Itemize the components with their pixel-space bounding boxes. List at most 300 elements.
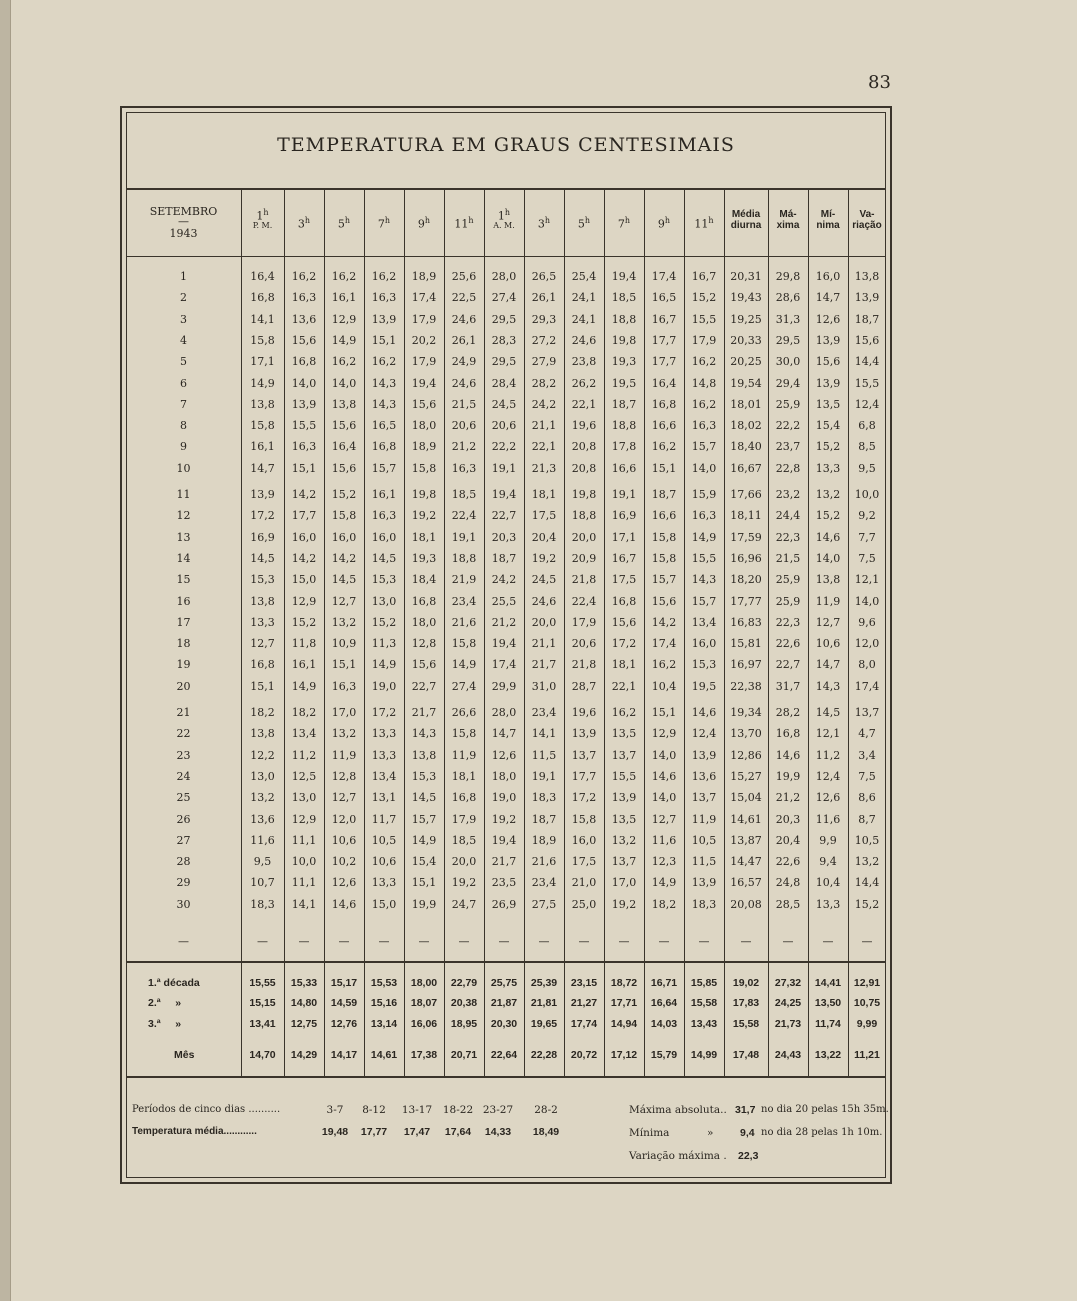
day-label: 5 <box>180 355 187 369</box>
table-cell: 19,2 <box>491 812 517 826</box>
table-cell: 16,3 <box>291 440 317 454</box>
day-label: 7 <box>180 397 187 411</box>
day-label: 29 <box>176 876 191 890</box>
table-cell: 14,9 <box>250 376 275 390</box>
table-cell: 20,2 <box>411 333 437 347</box>
decade-cell: 14,59 <box>330 997 358 1009</box>
table-cell: 23,4 <box>531 876 557 890</box>
table-cell: 21,6 <box>531 855 557 869</box>
dash-cell: — <box>740 935 752 948</box>
table-cell: 14,7 <box>491 727 517 741</box>
table-cell: 15,3 <box>371 573 397 587</box>
table-cell: 8,5 <box>858 440 876 454</box>
decade-cell: 25,39 <box>530 977 558 989</box>
table-cell: 19,2 <box>451 876 477 890</box>
table-cell: 16,7 <box>691 270 717 283</box>
table-cell: 15,5 <box>291 419 317 433</box>
table-cell: 24,5 <box>531 573 557 587</box>
dash-cell: — <box>378 935 390 948</box>
table-cell: 20,9 <box>571 551 597 565</box>
day-label: 2 <box>180 291 187 305</box>
decade-cell: 16,71 <box>650 977 678 989</box>
table-cell: 13,4 <box>291 727 317 741</box>
table-cell: 17,9 <box>411 312 437 326</box>
table-cell: 22,6 <box>775 855 801 869</box>
table-cell: 13,3 <box>371 876 397 890</box>
table-cell: 14,9 <box>411 833 437 847</box>
table-cell: 18,0 <box>491 769 517 783</box>
stat-header-line2: riação <box>852 220 882 231</box>
table-cell: 20,08 <box>730 897 762 911</box>
header-bottom-rule <box>126 256 886 257</box>
table-cell: 16,1 <box>250 440 275 454</box>
table-cell: 14,9 <box>691 530 717 544</box>
table-cell: 14,0 <box>331 376 357 390</box>
table-cell: 14,3 <box>371 376 397 390</box>
table-cell: 13,3 <box>371 748 397 762</box>
table-cell: 16,2 <box>371 355 397 369</box>
table-cell: 14,47 <box>730 855 762 869</box>
table-cell: 28,2 <box>775 706 801 719</box>
table-cell: 11,1 <box>291 876 317 890</box>
table-cell: 22,1 <box>611 679 637 693</box>
table-cell: 30,0 <box>775 355 801 369</box>
table-cell: 18,7 <box>611 397 637 411</box>
day-label: 18 <box>176 637 191 651</box>
table-cell: 15,5 <box>691 312 717 326</box>
table-cell: 19,4 <box>611 270 637 283</box>
table-cell: 14,7 <box>815 291 841 305</box>
book-binding <box>0 0 11 1301</box>
table-cell: 26,6 <box>451 706 477 719</box>
table-cell: 18,1 <box>411 530 437 544</box>
table-cell: 14,9 <box>331 333 357 347</box>
month-cell: 17,38 <box>410 1049 438 1061</box>
table-cell: 15,5 <box>691 551 717 565</box>
table-cell: 11,2 <box>815 748 841 762</box>
table-cell: 24,4 <box>775 509 801 523</box>
table-cell: 19,1 <box>531 769 557 783</box>
dash-cell: — <box>782 935 794 948</box>
table-cell: 9,4 <box>819 855 837 869</box>
table-cell: 17,2 <box>371 706 397 719</box>
table-cell: 18,9 <box>531 833 557 847</box>
decade-cell: 15,53 <box>370 977 398 989</box>
dash-cell: — <box>698 935 710 948</box>
table-cell: 15,2 <box>331 488 357 501</box>
page-number: 83 <box>868 72 891 93</box>
table-cell: 15,8 <box>331 509 357 523</box>
table-cell: 15,0 <box>371 897 397 911</box>
decade-cell: 10,75 <box>853 997 881 1009</box>
table-cell: 16,2 <box>691 397 717 411</box>
table-cell: 18,20 <box>730 573 762 587</box>
table-cell: 14,0 <box>691 461 717 475</box>
table-cell: 11,6 <box>651 833 677 847</box>
table-cell: 14,1 <box>531 727 557 741</box>
table-cell: 10,6 <box>371 855 397 869</box>
stat-header-line2: diurna <box>730 220 762 231</box>
table-cell: 13,8 <box>331 397 357 411</box>
table-cell: 17,5 <box>531 509 557 523</box>
table-cell: 4,7 <box>858 727 876 741</box>
table-cell: 14,5 <box>815 706 841 719</box>
dash-cell: — <box>458 935 470 948</box>
hour-number: 7 <box>617 217 625 231</box>
table-cell: 19,0 <box>491 791 517 805</box>
table-cell: 12,6 <box>331 876 357 890</box>
table-cell: 22,3 <box>775 530 801 544</box>
table-cell: 12,0 <box>854 637 880 651</box>
decade-cell: 14,03 <box>650 1018 678 1030</box>
decade-label: 3.ª » <box>148 1018 182 1030</box>
table-cell: 9,5 <box>858 461 876 475</box>
table-cell: 12,0 <box>331 812 357 826</box>
table-cell: 15,8 <box>651 551 677 565</box>
table-cell: 15,5 <box>611 769 637 783</box>
hour-header <box>364 215 404 230</box>
table-cell: 18,9 <box>411 270 437 283</box>
table-cell: 24,7 <box>451 897 477 911</box>
min-text: no dia 28 pelas 1h 10m. <box>761 1127 883 1138</box>
table-cell: 18,5 <box>451 488 477 501</box>
table-cell: 8,6 <box>858 791 876 805</box>
table-cell: 15,2 <box>371 615 397 629</box>
table-cell: 22,7 <box>775 658 801 672</box>
table-cell: 11,8 <box>291 637 317 651</box>
table-cell: 9,9 <box>819 833 837 847</box>
table-cell: 12,86 <box>730 748 762 762</box>
period-range: 18-22 <box>442 1104 474 1116</box>
table-cell: 31,0 <box>531 679 557 693</box>
table-cell: 15,1 <box>291 461 317 475</box>
table-cell: 14,0 <box>291 376 317 390</box>
table-cell: 13,5 <box>611 727 637 741</box>
table-cell: 13,6 <box>291 312 317 326</box>
table-cell: 16,4 <box>331 440 357 454</box>
hour-header <box>324 215 364 230</box>
table-cell: 11,6 <box>250 833 275 847</box>
day-label: 21 <box>176 706 191 719</box>
stat-header-line1: Má- <box>779 209 797 220</box>
table-cell: 17,0 <box>331 706 357 719</box>
month-cell: 17,12 <box>610 1049 638 1061</box>
table-cell: 26,2 <box>571 376 597 390</box>
hour-mark: h <box>468 216 474 225</box>
table-cell: 24,8 <box>775 876 801 890</box>
dash-cell: — <box>578 935 590 948</box>
table-cell: 20,6 <box>451 419 477 433</box>
table-cell: 16,2 <box>371 270 397 283</box>
table-cell: 18,8 <box>611 419 637 433</box>
table-cell: 15,8 <box>451 637 477 651</box>
table-cell: 18,7 <box>531 812 557 826</box>
day-label: 11 <box>176 488 191 501</box>
table-cell: 19,4 <box>491 637 517 651</box>
table-cell: 13,7 <box>854 706 880 719</box>
period-range: 13-17 <box>401 1104 433 1116</box>
table-cell: 19,5 <box>691 679 717 693</box>
day-label: 12 <box>176 509 191 523</box>
dash-cell: — <box>338 935 350 948</box>
table-cell: 18,3 <box>250 897 275 911</box>
table-cell: 17,4 <box>651 637 677 651</box>
day-label: 14 <box>176 551 191 565</box>
month-cell: 15,79 <box>650 1049 678 1061</box>
table-cell: 21,9 <box>451 573 477 587</box>
dash-cell: — <box>822 935 834 948</box>
table-cell: 14,0 <box>854 594 880 608</box>
table-cell: 13,7 <box>611 855 637 869</box>
table-cell: 16,0 <box>815 270 841 283</box>
day-label: 27 <box>176 833 191 847</box>
table-cell: 18,7 <box>491 551 517 565</box>
table-cell: 20,0 <box>451 855 477 869</box>
table-cell: 12,5 <box>291 769 317 783</box>
table-cell: 15,6 <box>411 658 437 672</box>
period-mean: 17,47 <box>403 1126 431 1138</box>
decade-cell: 15,17 <box>330 977 358 989</box>
table-cell: 12,9 <box>651 727 677 741</box>
table-cell: 16,1 <box>291 658 317 672</box>
table-cell: 19,3 <box>611 355 637 369</box>
table-cell: 15,04 <box>730 791 762 805</box>
table-cell: 14,0 <box>815 551 841 565</box>
table-cell: 12,7 <box>651 812 677 826</box>
hour-number: 7 <box>377 217 385 231</box>
day-label: 13 <box>176 530 191 544</box>
table-cell: 14,9 <box>651 876 677 890</box>
table-cell: 19,2 <box>531 551 557 565</box>
table-cell: 13,7 <box>571 748 597 762</box>
table-cell: 12,1 <box>815 727 841 741</box>
table-cell: 16,2 <box>331 355 357 369</box>
hour-number: 11 <box>694 217 709 231</box>
table-cell: 11,9 <box>691 812 717 826</box>
decade-cell: 15,33 <box>290 977 318 989</box>
table-cell: 21,5 <box>775 551 801 565</box>
period-mean: 17,77 <box>360 1126 388 1138</box>
table-cell: 19,4 <box>491 833 517 847</box>
table-cell: 13,1 <box>371 791 397 805</box>
decade-cell: 13,50 <box>814 997 842 1009</box>
table-cell: 16,8 <box>371 440 397 454</box>
day-label: 17 <box>176 615 191 629</box>
table-cell: 16,0 <box>571 833 597 847</box>
table-cell: 15,8 <box>451 727 477 741</box>
table-cell: 15,1 <box>651 706 677 719</box>
table-cell: 17,5 <box>571 855 597 869</box>
table-cell: 17,8 <box>611 440 637 454</box>
table-cell: 19,0 <box>371 679 397 693</box>
table-cell: 13,2 <box>611 833 637 847</box>
table-cell: 22,8 <box>775 461 801 475</box>
max-value: 31,7 <box>735 1104 756 1116</box>
min-ditto: » <box>707 1127 714 1139</box>
table-cell: 17,9 <box>571 615 597 629</box>
table-cell: 10,4 <box>815 876 841 890</box>
table-cell: 31,3 <box>775 312 801 326</box>
table-cell: 15,3 <box>250 573 275 587</box>
table-cell: 16,1 <box>371 488 397 501</box>
table-cell: 11,1 <box>291 833 317 847</box>
table-cell: 25,9 <box>775 573 801 587</box>
stat-header-line1: Va- <box>859 209 875 220</box>
table-cell: 21,5 <box>451 397 477 411</box>
hour-mark: h <box>504 208 511 217</box>
table-cell: 15,6 <box>611 615 637 629</box>
table-cell: 13,2 <box>331 615 357 629</box>
decade-cell: 23,15 <box>570 977 598 989</box>
table-cell: 17,7 <box>571 769 597 783</box>
table-cell: 14,8 <box>691 376 717 390</box>
table-cell: 13,2 <box>815 488 841 501</box>
decade-cell: 17,71 <box>610 997 638 1009</box>
table-cell: 14,3 <box>691 573 717 587</box>
mean-temp-label: Temperatura média............ <box>132 1126 257 1137</box>
max-text: no dia 20 pelas 15h 35m. <box>761 1104 889 1115</box>
period-dash: — <box>178 215 189 228</box>
table-cell: 12,4 <box>815 769 841 783</box>
table-cell: 16,9 <box>250 530 275 544</box>
table-cell: 26,9 <box>491 897 517 911</box>
table-cell: 22,38 <box>730 679 762 693</box>
month-label: Mês <box>174 1049 195 1061</box>
table-cell: 17,4 <box>411 291 437 305</box>
table-cell: 19,43 <box>730 291 762 305</box>
table-cell: 29,8 <box>775 270 801 283</box>
decade-cell: 15,58 <box>690 997 718 1009</box>
table-cell: 16,7 <box>611 551 637 565</box>
table-cell: 23,7 <box>775 440 801 454</box>
decade-cell: 13,43 <box>690 1018 718 1030</box>
decade-cell: 17,83 <box>732 997 760 1009</box>
month-cell: 22,64 <box>490 1049 518 1061</box>
table-cell: 19,6 <box>571 706 597 719</box>
day-label: 4 <box>180 333 187 347</box>
decade-cell: 21,87 <box>490 997 518 1009</box>
decade-cell: 15,58 <box>732 1018 760 1030</box>
table-cell: 13,3 <box>815 461 841 475</box>
table-cell: 10,4 <box>651 679 677 693</box>
decade-cell: 12,76 <box>330 1018 358 1030</box>
table-cell: 18,1 <box>611 658 637 672</box>
month-cell: 17,48 <box>732 1049 760 1061</box>
table-cell: 13,9 <box>250 488 275 501</box>
table-cell: 18,2 <box>250 706 275 719</box>
table-cell: 17,9 <box>451 812 477 826</box>
hour-mark: h <box>384 216 391 225</box>
table-cell: 21,8 <box>571 658 597 672</box>
table-cell: 16,2 <box>691 355 717 369</box>
table-cell: 16,3 <box>691 509 717 523</box>
day-label: 22 <box>176 727 191 741</box>
table-cell: 19,3 <box>411 551 437 565</box>
day-label: 9 <box>180 440 187 454</box>
hour-mark: h <box>624 216 631 225</box>
table-cell: 12,7 <box>250 637 275 651</box>
table-cell: 14,61 <box>730 812 762 826</box>
table-cell: 28,0 <box>491 270 517 283</box>
table-cell: 18,2 <box>651 897 677 911</box>
hour-number: 1 <box>256 209 264 223</box>
hour-header <box>284 215 324 230</box>
table-cell: 17,5 <box>611 573 637 587</box>
decade-cell: 18,07 <box>410 997 438 1009</box>
table-cell: 15,8 <box>651 530 677 544</box>
table-cell: 18,4 <box>411 573 437 587</box>
table-cell: 21,3 <box>531 461 557 475</box>
table-cell: 15,6 <box>291 333 317 347</box>
table-cell: 7,5 <box>858 551 876 565</box>
table-cell: 24,2 <box>531 397 557 411</box>
table-cell: 14,4 <box>854 876 880 890</box>
table-cell: 16,1 <box>331 291 357 305</box>
table-cell: 19,1 <box>451 530 477 544</box>
table-cell: 21,1 <box>531 637 557 651</box>
table-cell: 20,0 <box>531 615 557 629</box>
table-cell: 21,2 <box>451 440 477 454</box>
table-cell: 15,3 <box>691 658 717 672</box>
table-cell: 18,8 <box>611 312 637 326</box>
table-cell: 16,3 <box>331 679 357 693</box>
table-cell: 16,2 <box>291 270 317 283</box>
hour-header <box>684 215 724 230</box>
table-cell: 21,7 <box>491 855 517 869</box>
table-cell: 23,2 <box>775 488 801 501</box>
decade-cell: 16,64 <box>650 997 678 1009</box>
table-cell: 19,8 <box>571 488 597 501</box>
day-label: 25 <box>176 791 191 805</box>
table-cell: 16,0 <box>371 530 397 544</box>
table-cell: 22,7 <box>411 679 437 693</box>
table-cell: 17,7 <box>651 333 677 347</box>
table-cell: 12,6 <box>491 748 517 762</box>
table-cell: 12,8 <box>411 637 437 651</box>
table-cell: 13,3 <box>815 897 841 911</box>
table-cell: 14,0 <box>651 748 677 762</box>
decade-cell: 13,14 <box>370 1018 398 1030</box>
table-cell: 10,5 <box>854 833 880 847</box>
month-cell: 14,99 <box>690 1049 718 1061</box>
table-cell: 21,0 <box>571 876 597 890</box>
table-cell: 13,9 <box>291 397 317 411</box>
table-cell: 18,11 <box>730 509 762 523</box>
hour-number: 3 <box>537 217 545 231</box>
table-cell: 12,4 <box>691 727 717 741</box>
table-cell: 15,9 <box>691 488 717 501</box>
table-cell: 25,0 <box>571 897 597 911</box>
table-cell: 18,40 <box>730 440 762 454</box>
table-cell: 29,9 <box>491 679 517 693</box>
table-cell: 10,0 <box>291 855 317 869</box>
table-cell: 25,6 <box>451 270 477 283</box>
table-cell: 25,9 <box>775 397 801 411</box>
table-cell: 19,2 <box>611 897 637 911</box>
decade-cell: 27,32 <box>774 977 802 989</box>
table-cell: 24,6 <box>451 376 477 390</box>
table-cell: 16,8 <box>250 658 275 672</box>
table-cell: 14,9 <box>451 658 477 672</box>
table-cell: 17,0 <box>611 876 637 890</box>
table-cell: 22,4 <box>451 509 477 523</box>
table-cell: 15,4 <box>411 855 437 869</box>
variation-label: Variação máxima . <box>629 1150 727 1162</box>
month-cell: 14,29 <box>290 1049 318 1061</box>
table-cell: 13,9 <box>815 376 841 390</box>
table-cell: 13,3 <box>250 615 275 629</box>
hour-number: 1 <box>497 209 505 223</box>
